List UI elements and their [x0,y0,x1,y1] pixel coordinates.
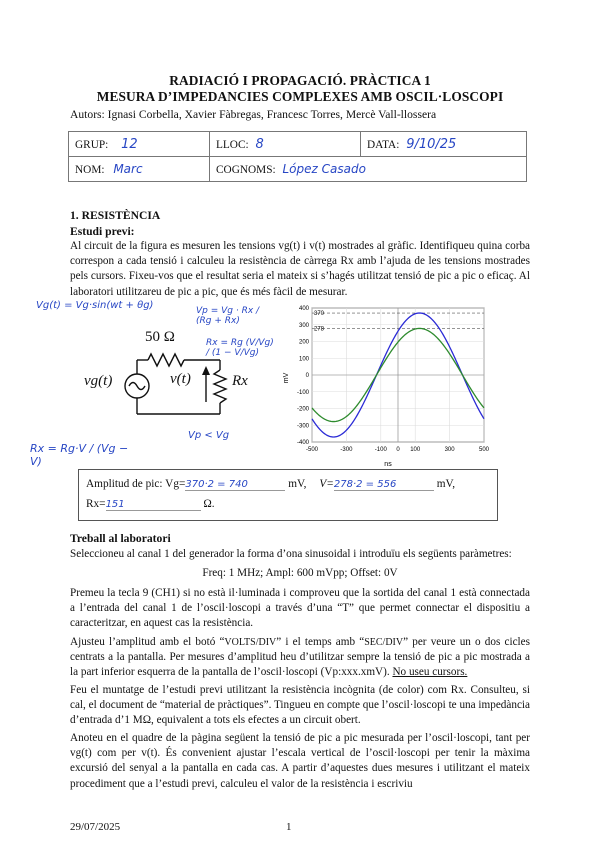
grup-label: GRUP: [75,138,109,151]
footer-page-number: 1 [286,821,292,833]
mv-unit-2: mV, [436,478,456,490]
v-label: V= [319,478,334,490]
footer-date: 29/07/2025 [70,821,121,833]
y-tick-label: -200 [296,406,309,413]
section1-heading: 1. RESISTÈNCIA [70,209,161,222]
authors: Autors: Ignasi Corbella, Xavier Fàbregas, Francesc Torres, Mercè Vall-llossera [70,108,437,121]
lloc-cell [210,132,361,157]
data-value: 9/10/25 [406,136,457,152]
answer-line2 [86,498,215,511]
lab-paragraph-5: Anoteu en el quadre de la pàgina següent la tensió de pic a pic mesurada per l’oscil·loscopi, tant per vg(t) com per v(t). És convenient ajustar l’escala vertical de l’oscil·loscopi per tenir la màxima excursió del senyal a la pantalla en cada cas. A partir d’aquestes dues mesures i utilitzant el mateix procediment que a l’estudi previ, calculeu el valor de la resistència i escriviu [70,732,530,790]
handwritten-rx-formula: Rx = Rg·V / (Vg − V) [30,442,129,468]
lab-paragraph-1: Seleccioneu al canal 1 del generador la forma d’ona sinusoidal i introduïu els següents paràmetres: [70,548,512,560]
lloc-label: LLOC: [216,138,249,151]
y-tick-label: -400 [296,440,309,447]
rx-label: Rx= [86,498,106,510]
doc-title-line2: MESURA D’IMPEDANCIES COMPLEXES AMB OSCIL·LOSCOPI [96,89,504,104]
grup-value: 12 [121,136,138,152]
cursor-label: 370 [314,311,325,318]
handwritten-vp-equation: Vp = Vg · Rx / (Rg + Rx) [196,306,260,326]
y-tick-label: -100 [296,389,309,396]
answer-line1 [86,478,455,491]
x-tick-label: -100 [374,447,387,453]
handwritten-vg-equation: Vg(t) = Vg·sin(wt + θg) [36,300,154,311]
circuit-label-vg: vg(t) [84,373,113,389]
answer-box [78,469,498,521]
lab-parameters: Freq: 1 MHz; Ampl: 600 mVpp; Offset: 0V [202,567,398,579]
nom-value: Marc [113,162,143,176]
x-tick-label: -500 [305,447,319,453]
rx-value[interactable]: 151 [106,499,201,511]
section1-subheading: Estudi previ: [70,225,135,238]
section1-paragraph: Al circuit de la figura es mesuren les tensions vg(t) i v(t) mostrades al gràfic. Identifiqueu quina corba correspon a cada tensió i calculeu la resistència de càrrega Rx amb l’ajuda de les tensions mostrades pels cursors. Fixeu-vos que el resultat seria el mateix si s’hagés utilitzat tensió de pic a pic o eficaç. Al laboratori utilitzareu de pic a pic, que és més fàcil de mesurar. [70,240,530,298]
cursor-label: 278 [314,326,325,333]
y-tick-label: -300 [296,423,309,430]
lab-heading: Treball al laboratori [70,532,171,545]
resistor-50-ohm [148,354,184,366]
doc-title-line1: RADIACIÓ I PROPAGACIÓ. PRÀCTICA 1 [169,73,431,88]
handwritten-vp-less-vg: Vp < Vg [188,430,230,441]
lab-paragraph-3 [70,635,530,681]
circuit-label-v: v(t) [170,371,191,387]
lab-paragraph-2: Premeu la tecla 9 (CH1) si no està il·luminada i comproveu que la sortida del canal 1 està connectada a l’entrada del canal 1 de l’oscil·loscopi a través d’una “T” que permet connectar el dispositiu a caracteritzar, en aquest cas la resistència. [70,587,530,630]
voltage-chart [282,302,494,470]
mv-unit-1: mV, [288,478,307,490]
circuit-label-rx: Rx [232,373,248,389]
y-tick-label: 300 [298,322,309,329]
y-tick-label: 0 [305,373,309,380]
data-label: DATA: [367,138,400,151]
lab-p3-part-a: Ajusteu l’amplitud amb el botó “ [70,636,225,648]
sine-symbol [129,383,145,390]
chart-xlabel: ns [384,461,392,468]
header-table [68,131,527,182]
sec-div-label: SEC/DIV [364,637,404,648]
handwritten-rx-equation: Rx = Rg (V/Vg) / (1 − V/Vg) [206,338,274,358]
chart-ylabel: mV [283,372,290,384]
no-cursors-note: No useu cursors. [392,666,468,679]
x-tick-label: 500 [478,447,490,453]
voltage-arrowhead [202,366,210,375]
ohm-unit: Ω. [203,498,215,510]
v-value[interactable]: 278·2 = 556 [334,479,434,491]
grup-cell [69,132,210,157]
cognoms-value: López Casado [282,162,366,176]
amplitude-prefix: Amplitud de pic: Vg= [86,478,186,490]
cognoms-cell [210,157,527,182]
x-tick-label: 100 [410,447,421,453]
lab-paragraph-4: Feu el muntatge de l’estudi previ utilitzant la resistència incògnita (de color) com Rx. Consulteu, si cal, el document de “material de pràctiques”. Tingueu en compte que l’oscil·loscopi te una impedància d’entrada d’1 MΩ, equivalent a tots els efectes a un circuit obert. [70,684,530,727]
vg-value[interactable]: 370·2 = 740 [185,479,285,491]
y-tick-label: 100 [298,356,309,363]
lab-p3-part-b: ” i el temps amb “ [276,636,365,648]
x-tick-label: 0 [396,447,400,453]
x-tick-label: 300 [444,447,455,453]
y-tick-label: 400 [298,306,309,313]
lloc-value: 8 [255,136,264,152]
nom-label: NOM: [75,164,105,176]
nom-cell [69,157,210,182]
circuit-label-50-ohm: 50 Ω [145,329,175,345]
lab-p3-part-c: ” per veure un o dos cicles centrats a la pantalla. Per mesures d’amplitud heu d’utilitzar sempre la tensió de pic a pic mostrada a la part inferior esquerra de la pantalla de l’oscil·loscopi (Vp:xxx.xmV). [70,636,530,679]
resistor-rx [214,370,226,403]
data-cell [361,132,527,157]
x-tick-label: -300 [340,447,353,453]
volts-div-label: VOLTS/DIV [224,637,277,648]
cognoms-label: COGNOMS: [216,164,276,176]
y-tick-label: 200 [298,339,309,346]
